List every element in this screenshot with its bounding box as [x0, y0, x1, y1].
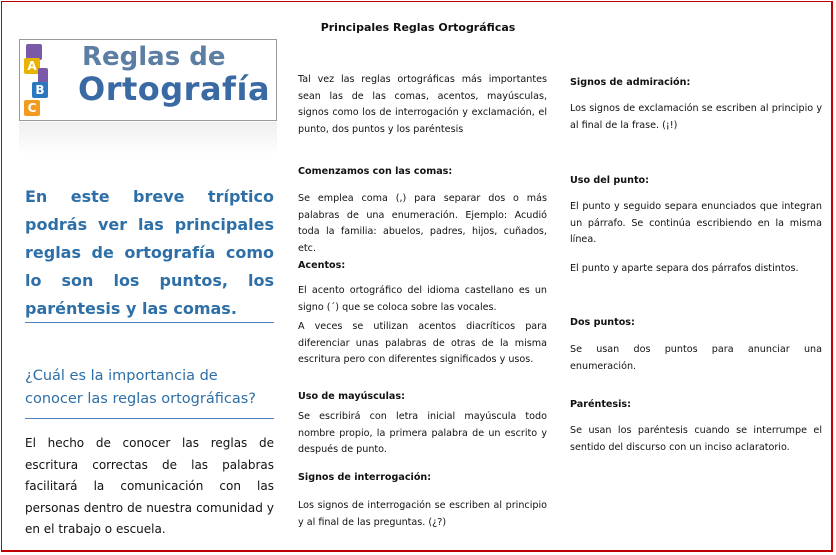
dos-puntos-heading: Dos puntos:	[570, 317, 635, 328]
mayusculas-heading: Uso de mayúsculas:	[298, 391, 405, 402]
parentesis-text: Se usan los paréntesis cuando se interrumpe el sentido del discurso con un inciso aclaratorio.	[570, 425, 822, 453]
logo-banner	[19, 39, 277, 121]
intro-lead: En este breve tríptico podrás ver las principales reglas de ortografía como lo son los puntos, los paréntesis y las comas.	[25, 187, 274, 318]
acentos-text-1: El acento ortográfico del idioma castellano es un signo (´) que se coloca sobre las vocales.	[298, 285, 547, 313]
logo-text-line1: Reglas de	[82, 42, 226, 72]
mayusculas-text: Se escribirá con letra inicial mayúscula todo nombre propio, la primera palabra de un escrito y después de punto.	[298, 411, 547, 455]
comas-heading: Comenzamos con las comas:	[298, 166, 453, 177]
punto-text-2: El punto y aparte separa dos párrafos distintos.	[570, 263, 799, 274]
dos-puntos-text: Se usan dos puntos para anunciar una enumeración.	[570, 344, 822, 372]
interrogacion-text: Los signos de interrogación se escriben al principio y al final de las preguntas. (¿?)	[298, 500, 547, 528]
importance-question: ¿Cuál es la importancia de conocer las reglas ortográficas?	[25, 368, 256, 407]
importance-body: El hecho de conocer las reglas de escritura correctas de las palabras facilitará la comunicación con las personas dentro de nuestra comunidad y en el trabajo o escuela.	[25, 436, 274, 536]
comas-text: Se emplea coma (,) para separar dos o más palabras de una enumeración. Ejemplo: Acudió toda la familia: abuelos, padres, hijos, cuñados, etc.	[298, 193, 547, 254]
divider-2	[25, 418, 274, 419]
admiracion-text: Los signos de exclamación se escriben al principio y al final de la frase. (¡!)	[570, 103, 822, 131]
interrogacion-heading: Signos de interrogación:	[298, 472, 432, 483]
acentos-heading: Acentos:	[298, 260, 346, 271]
acentos-text-2: A veces se utilizan acentos diacríticos para diferenciar unas palabras de otras de la misma escritura pero con diferentes significados y usos.	[298, 321, 547, 365]
logo-cube-a: A	[24, 58, 40, 74]
logo-cube-c: C	[24, 100, 40, 116]
punto-text-1: El punto y seguido separa enunciados que integran un párrafo. Se continúa escribiendo en la misma línea.	[570, 201, 822, 245]
page-title: Principales Reglas Ortográficas	[320, 21, 516, 34]
logo-text-line2: Ortografía	[78, 70, 271, 108]
logo-cube-b: B	[32, 82, 48, 98]
admiracion-heading: Signos de admiración:	[570, 77, 691, 88]
logo-reflection	[19, 122, 277, 156]
intro-paragraph: Tal vez las reglas ortográficas más importantes sean las de las comas, acentos, mayúsculas, signos como los de interrogación y exclamación, el punto, dos puntos y los paréntesis	[298, 74, 547, 135]
parentesis-heading: Paréntesis:	[570, 399, 631, 410]
divider-1	[25, 322, 274, 323]
punto-heading: Uso del punto:	[570, 175, 649, 186]
